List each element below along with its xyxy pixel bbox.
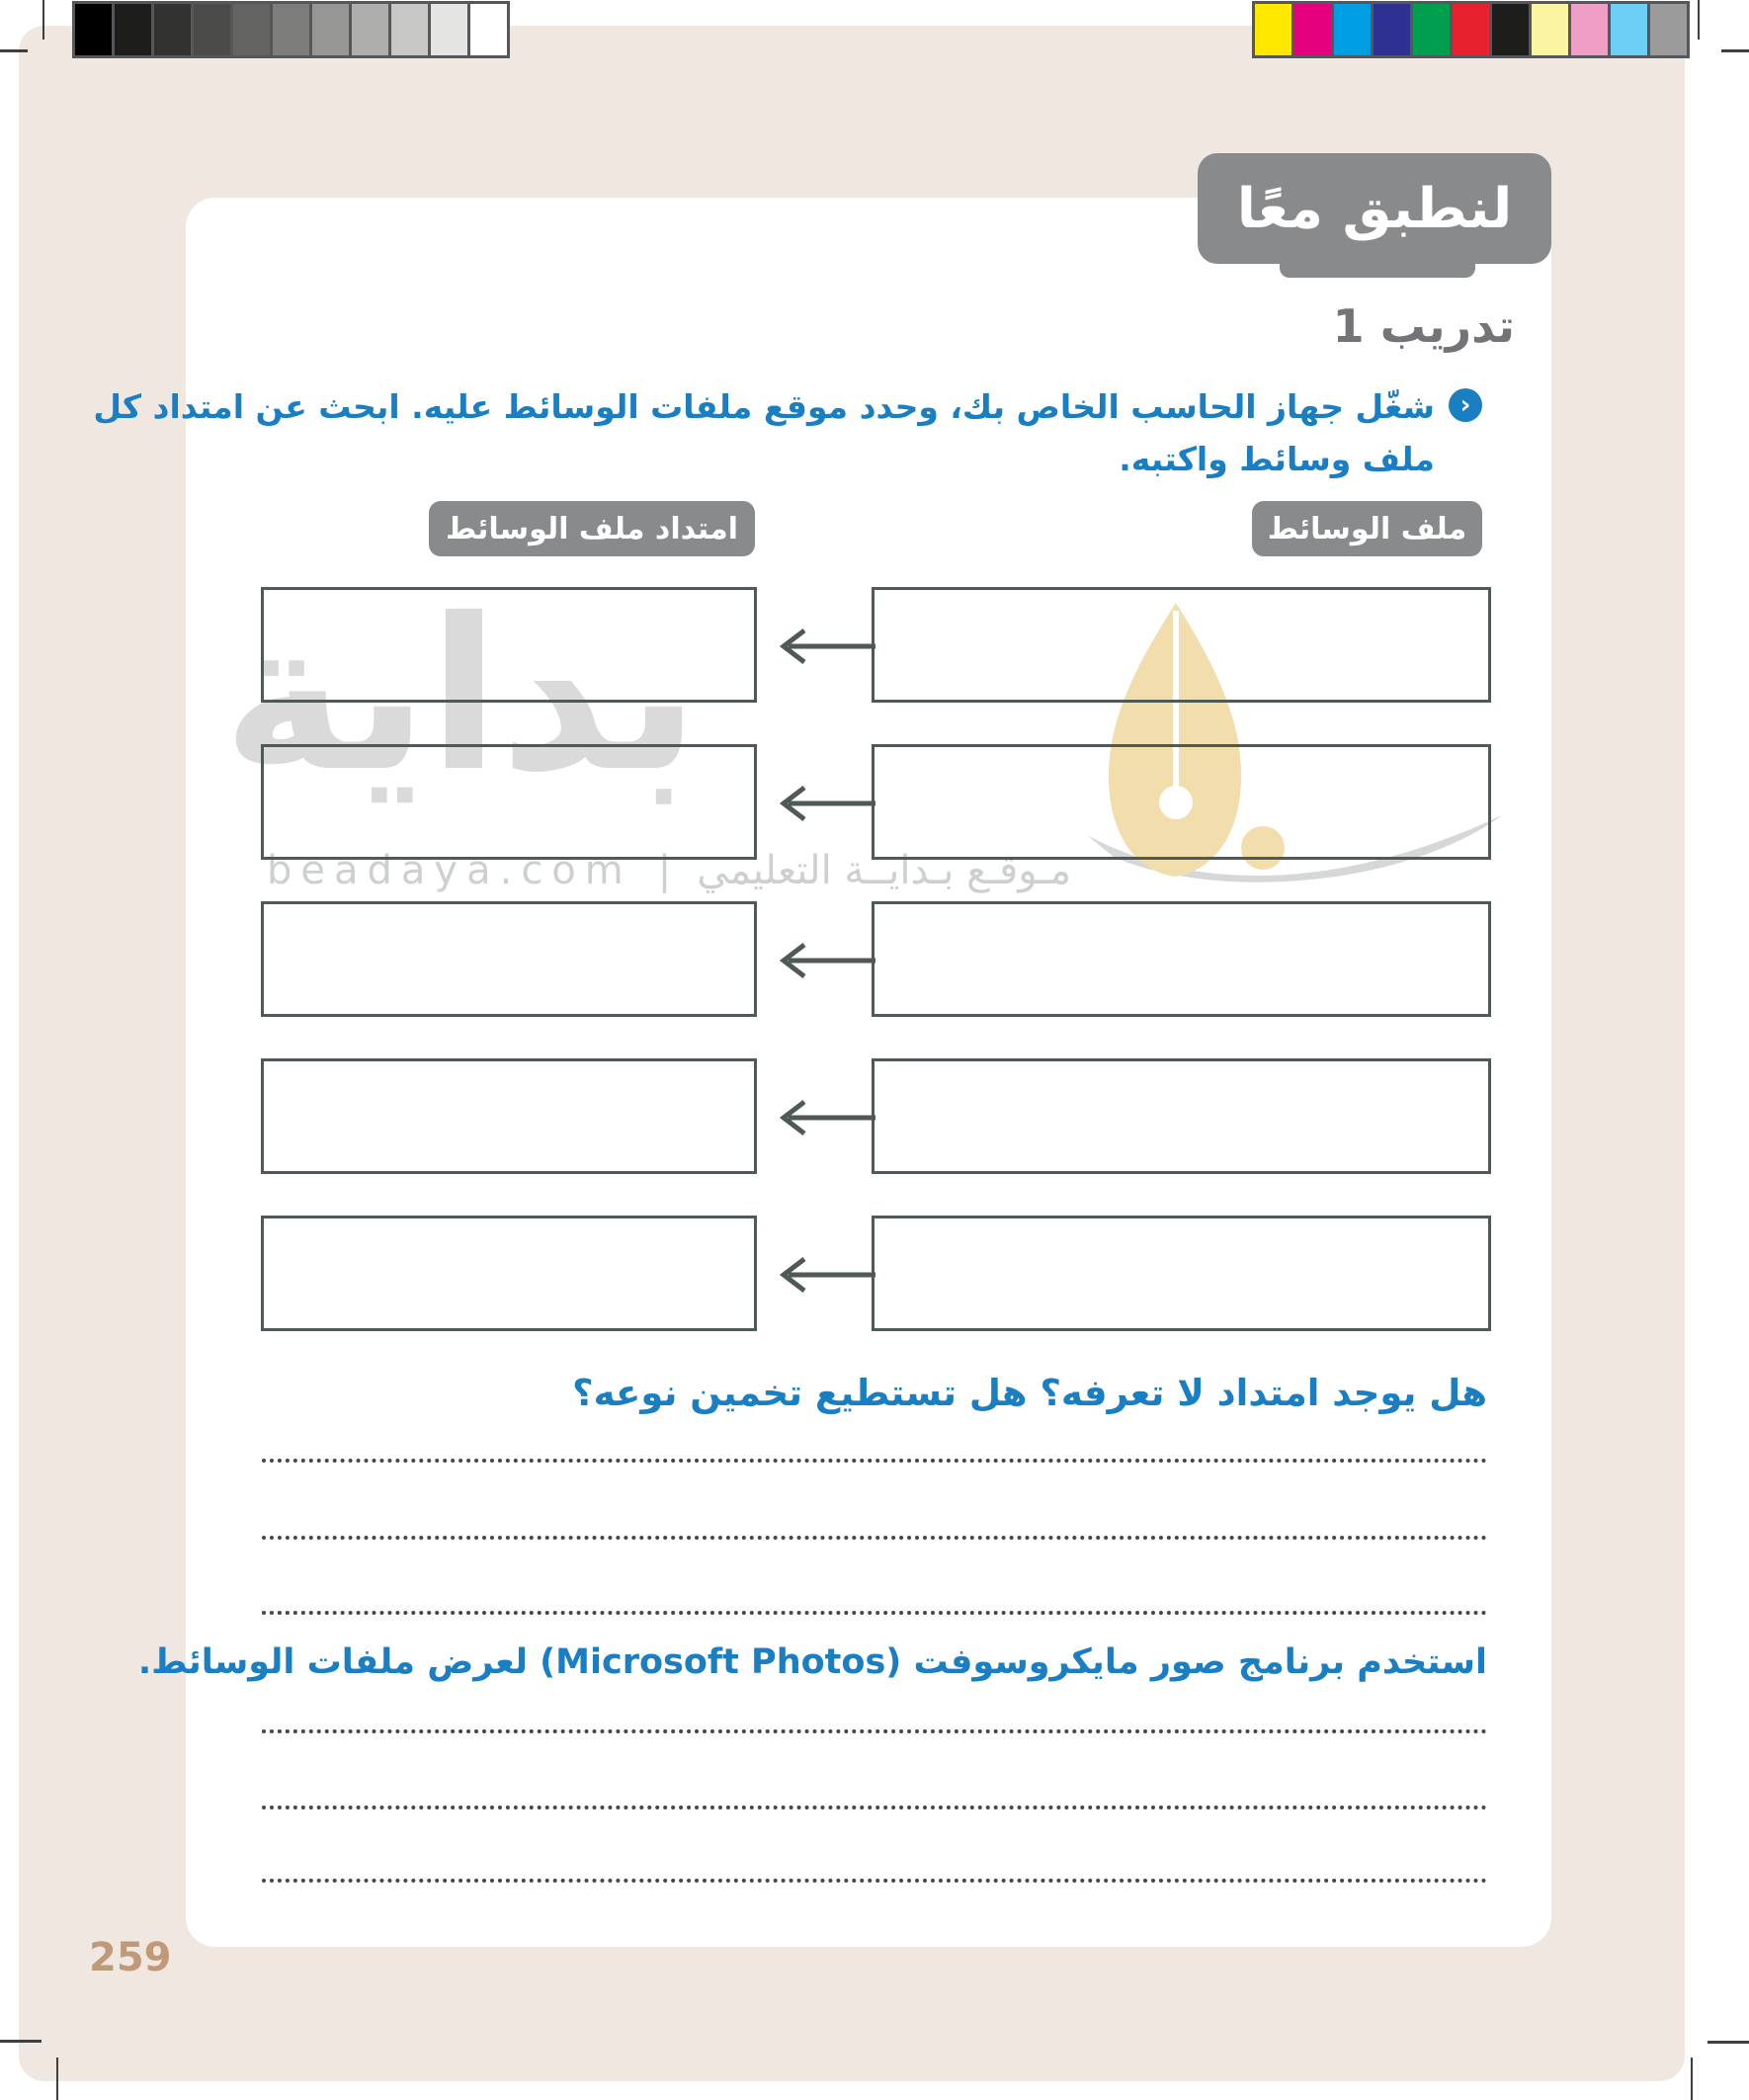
watermark-caption-arabic: مـوقـع بـدايــة التعليمي	[697, 848, 1072, 893]
trim-mark-bottom-right-v	[1691, 2058, 1693, 2100]
column-header-extension-label: امتداد ملف الوسائط	[445, 511, 739, 546]
media-file-answer-box-4[interactable]	[872, 1058, 1491, 1174]
left-arrow-icon	[775, 1096, 875, 1139]
extension-answer-box-1[interactable]	[261, 587, 757, 703]
media-file-answer-box-5[interactable]	[872, 1216, 1491, 1331]
trim-mark-bottom-left-h	[0, 2040, 42, 2043]
trim-mark-top-left-h	[0, 49, 28, 52]
column-header-extension	[429, 501, 755, 556]
chevron-left-circle-icon: ‹	[1449, 388, 1482, 422]
media-file-answer-box-2[interactable]	[872, 744, 1491, 860]
media-file-answer-box-3[interactable]	[872, 901, 1491, 1017]
answer-line[interactable]	[262, 1879, 1487, 1883]
answer-line[interactable]	[262, 1729, 1487, 1733]
calibration-swatch	[270, 1, 312, 58]
watermark-caption-latin: beadaya.com	[267, 848, 632, 893]
extension-answer-box-4[interactable]	[261, 1058, 757, 1174]
extension-answer-box-5[interactable]	[261, 1216, 757, 1331]
trim-mark-top-right-h	[1721, 49, 1749, 52]
calibration-swatch	[1489, 1, 1532, 58]
note-text: استخدم برنامج صور مايكروسوفت (Microsoft Photos) لعرض ملفات الوسائط.	[137, 1642, 1487, 1682]
watermark-caption-separator: |	[657, 848, 672, 893]
calibration-swatch	[309, 1, 352, 58]
answer-line[interactable]	[262, 1611, 1487, 1615]
trim-mark-top-left-v	[42, 0, 44, 40]
extension-answer-box-3[interactable]	[261, 901, 757, 1017]
calibration-swatch	[1291, 1, 1334, 58]
left-arrow-icon	[775, 782, 875, 825]
watermark-word: بداية	[222, 573, 700, 817]
header-badge-label: لنطبق معًا	[1236, 176, 1513, 241]
answer-line[interactable]	[262, 1459, 1487, 1463]
column-header-media-file	[1252, 501, 1482, 556]
question-text: هل يوجد امتداد لا تعرفه؟ هل تستطيع تخمين نوعه؟	[572, 1372, 1487, 1414]
trim-mark-bottom-right-h	[1707, 2041, 1749, 2044]
calibration-swatch	[1529, 1, 1571, 58]
extension-answer-box-2[interactable]	[261, 744, 757, 860]
instruction-line-2: ملف وسائط واكتبه.	[1119, 440, 1435, 479]
calibration-swatch	[1371, 1, 1413, 58]
left-arrow-icon	[775, 1253, 875, 1297]
page-number: 259	[89, 1935, 172, 1980]
calibration-swatch	[428, 1, 470, 58]
calibration-swatch	[1252, 1, 1294, 58]
calibration-swatch	[467, 1, 510, 58]
calibration-swatch	[191, 1, 233, 58]
grayscale-calibration-bar	[75, 1, 510, 58]
calibration-swatch	[1568, 1, 1611, 58]
calibration-swatch	[230, 1, 273, 58]
exercise-title: تدريب 1	[1332, 299, 1515, 353]
calibration-swatch	[1410, 1, 1453, 58]
calibration-swatch	[1647, 1, 1690, 58]
calibration-swatch	[1608, 1, 1650, 58]
calibration-swatch	[1450, 1, 1492, 58]
calibration-swatch	[72, 1, 115, 58]
answer-line[interactable]	[262, 1536, 1487, 1540]
instruction-block	[93, 380, 1482, 486]
trim-mark-top-right-v	[1698, 0, 1700, 40]
left-arrow-icon	[775, 625, 875, 668]
header-badge	[1198, 153, 1551, 264]
calibration-swatch	[349, 1, 391, 58]
media-file-answer-box-1[interactable]	[872, 587, 1491, 703]
answer-line[interactable]	[262, 1806, 1487, 1809]
instruction-line-1: شغّل جهاز الحاسب الخاص بك، وحدد موقع ملفات الوسائط عليه. ابحث عن امتداد كل	[93, 387, 1435, 426]
calibration-swatch	[112, 1, 154, 58]
calibration-swatch	[1331, 1, 1374, 58]
header-badge-tab	[1280, 264, 1475, 278]
calibration-swatch	[151, 1, 194, 58]
color-calibration-bar	[1255, 1, 1690, 58]
calibration-swatch	[388, 1, 431, 58]
trim-mark-bottom-left-v	[56, 2058, 58, 2100]
left-arrow-icon	[775, 939, 875, 982]
instruction-text	[93, 380, 1435, 486]
column-header-media-file-label: ملف الوسائط	[1267, 511, 1467, 546]
